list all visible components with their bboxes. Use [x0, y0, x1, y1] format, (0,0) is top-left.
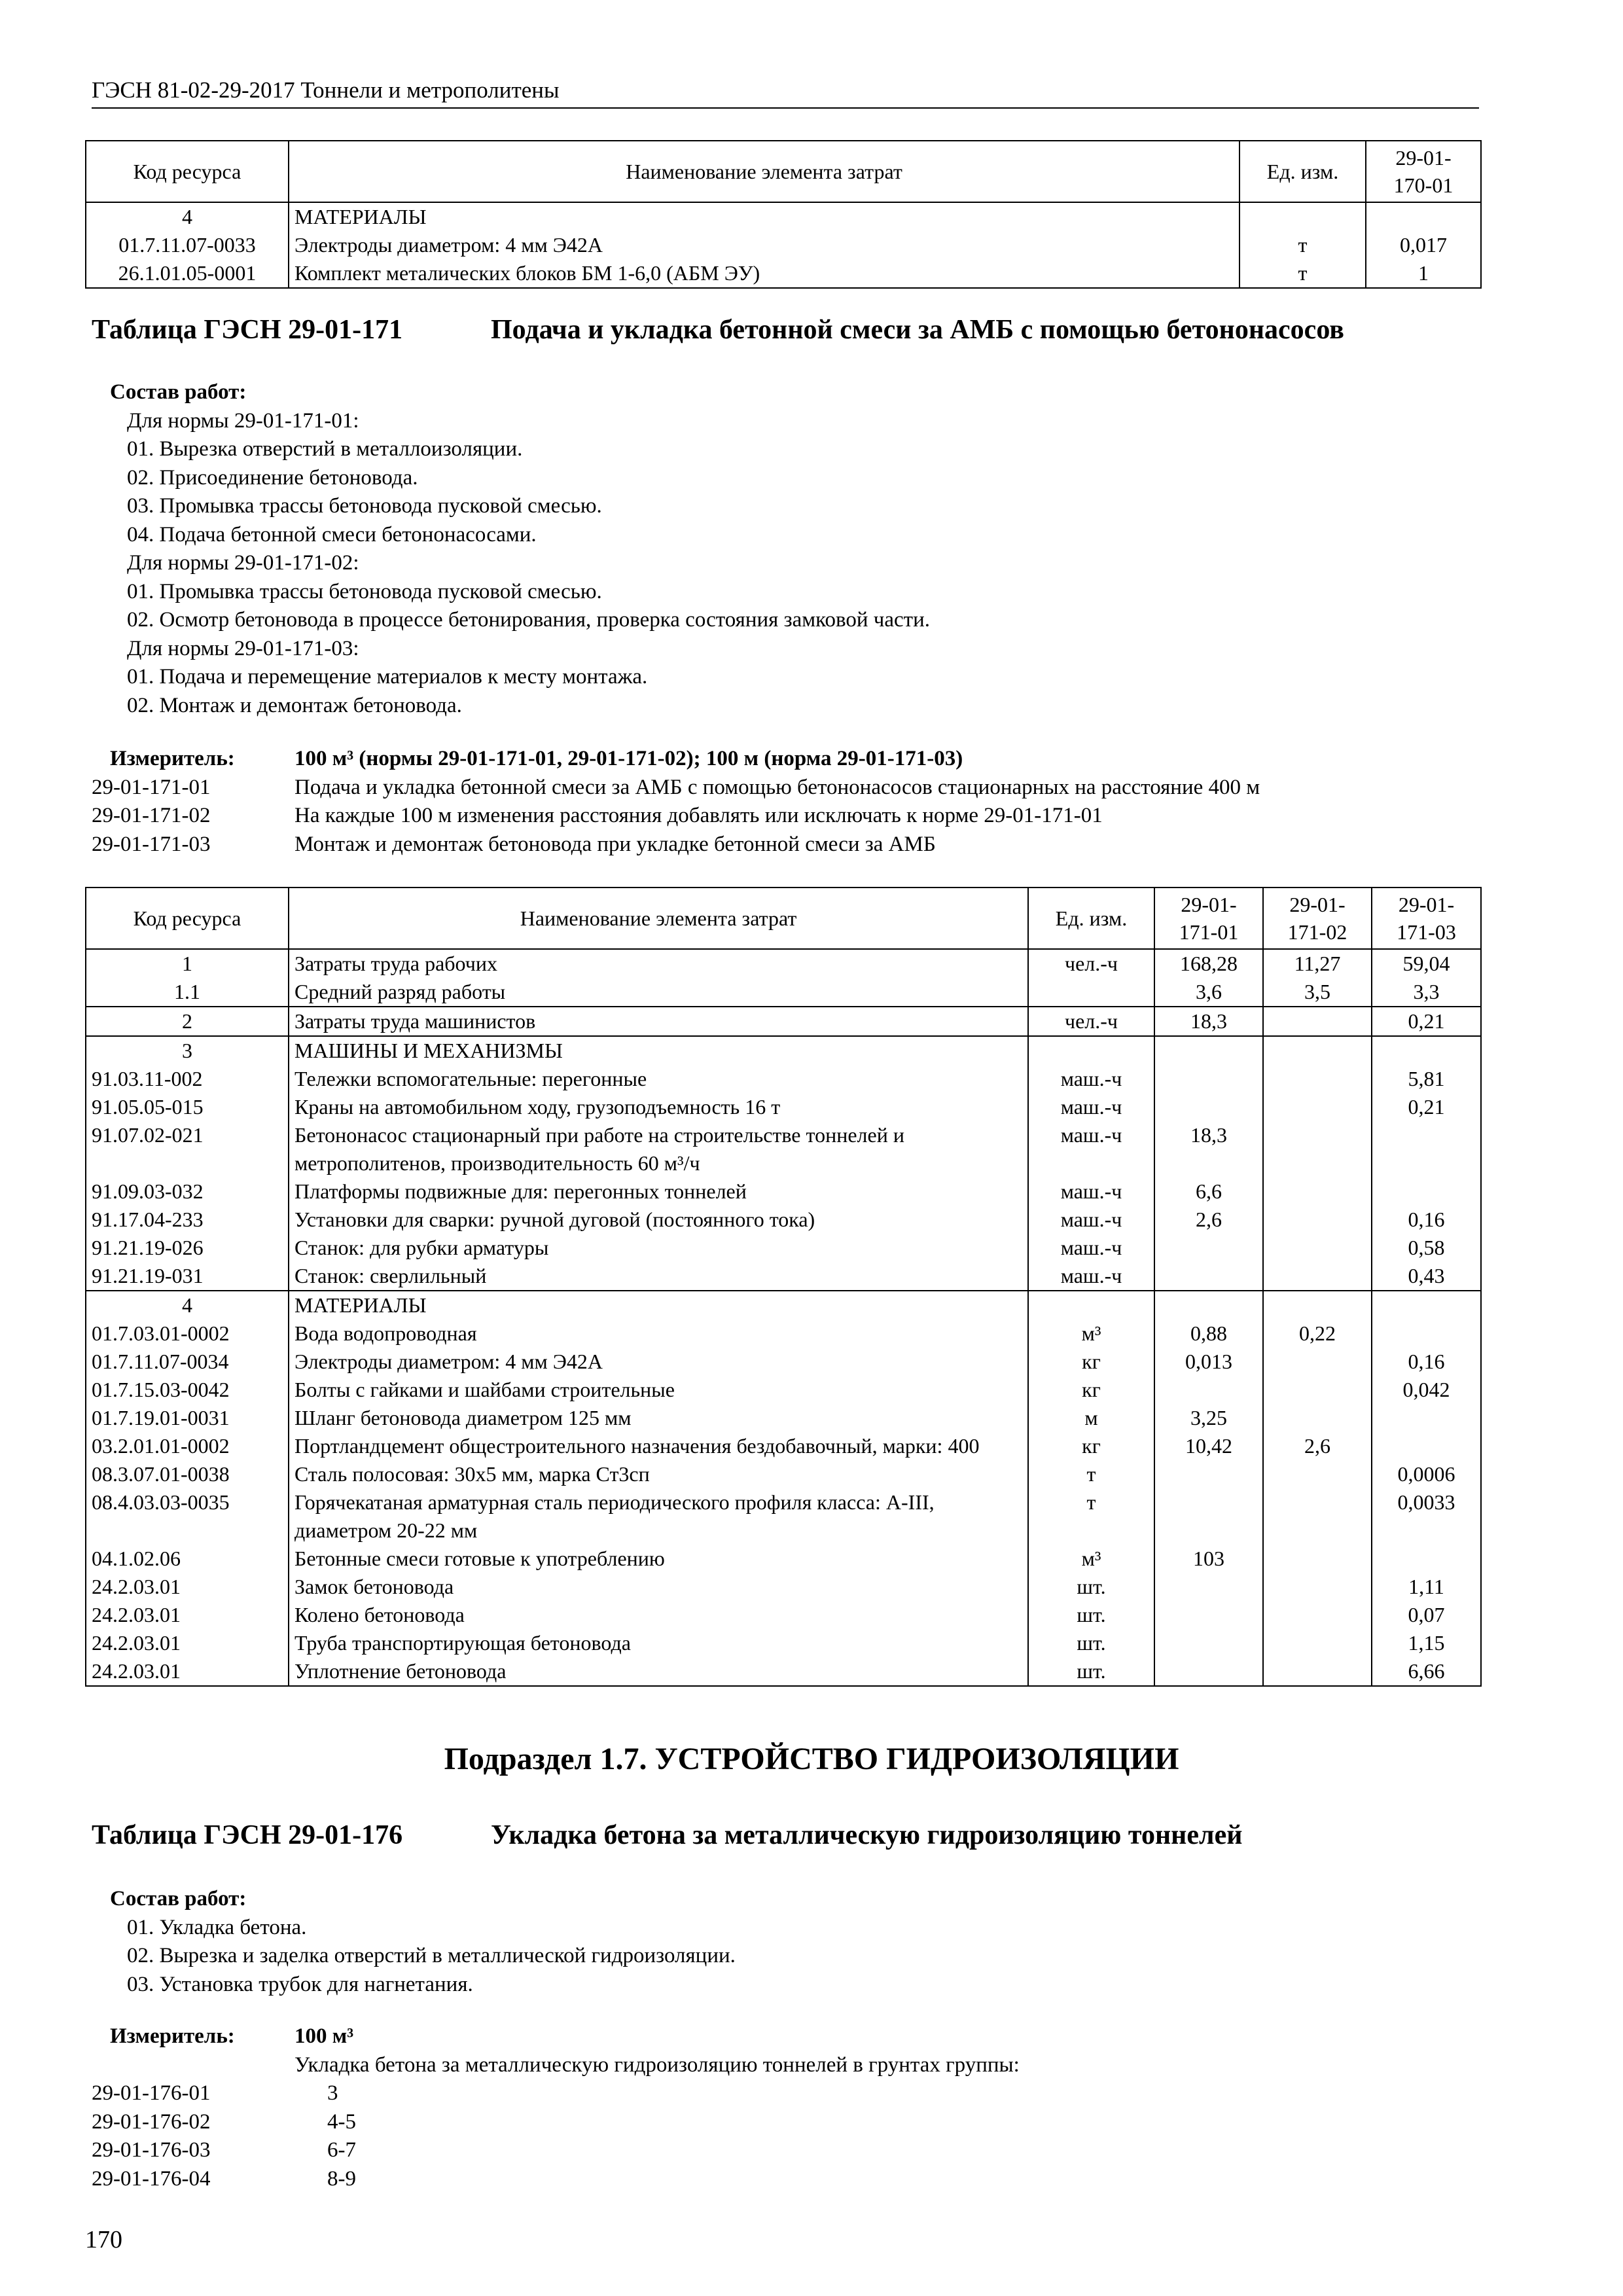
work-step: Для нормы 29-01-171-02: [127, 551, 359, 575]
table-row [86, 231, 1481, 259]
work-composition-171 [110, 378, 930, 720]
resource-name: Средний разряд работы [289, 978, 1028, 1007]
resource-unit: м³ [1028, 1319, 1154, 1348]
norm-value-01: 0,88 [1154, 1319, 1263, 1348]
resource-unit: м³ [1028, 1545, 1154, 1573]
resource-unit: маш.-ч [1028, 1093, 1154, 1121]
norm-value-02 [1263, 1177, 1372, 1206]
norm-value-02 [1263, 1545, 1372, 1573]
resource-name: Шланг бетоновода диаметром 125 мм [289, 1404, 1028, 1432]
norm-value-03: 0,042 [1372, 1376, 1481, 1404]
norm-description: Монтаж и демонтаж бетоновода при укладке бетонной смеси за АМБ [294, 832, 936, 856]
work-step: 01. Укладка бетона. [127, 1915, 307, 1939]
resource-name: Станок: сверлильный [289, 1262, 1028, 1291]
resource-name: Тележки вспомогательные: перегонные [289, 1065, 1028, 1093]
norm-value-01: 18,3 [1154, 1121, 1263, 1177]
resource-code: 26.1.01.05-0001 [86, 259, 289, 288]
norm-value-01 [1154, 1262, 1263, 1291]
table-row [86, 978, 1481, 1007]
table-row [86, 1432, 1481, 1460]
table-row [86, 1404, 1481, 1432]
table-row [86, 1206, 1481, 1234]
column-header: Наименование элемента затрат [289, 141, 1240, 202]
resource-unit: кг [1028, 1432, 1154, 1460]
norm-value-03 [1372, 1404, 1481, 1432]
column-header: 29-01- 170-01 [1366, 141, 1481, 202]
table-row [86, 1629, 1481, 1657]
norm-value-02 [1263, 1121, 1372, 1177]
norm-description: На каждые 100 м изменения расстояния добавлять или исключать к норме 29-01-171-01 [294, 804, 1103, 827]
resource-code: 24.2.03.01 [86, 1657, 289, 1686]
norm-code: 29-01-171-03 [92, 832, 211, 856]
norm-group-intro: Укладка бетона за металлическую гидроизоляцию тоннелей в грунтах группы: [294, 2053, 1020, 2077]
resource-unit: т [1240, 231, 1366, 259]
norm-value-02: 2,6 [1263, 1432, 1372, 1460]
table-171-name: Подача и укладка бетонной смеси за АМБ с помощью бетононасосов [491, 315, 1344, 345]
table-row [86, 1545, 1481, 1573]
meter-value: 100 м³ (нормы 29-01-171-01, 29-01-171-02); 100 м (норма 29-01-171-03) [294, 747, 963, 770]
norm-row [92, 774, 1486, 802]
table-row [86, 259, 1481, 288]
work-step: 01. Подача и перемещение материалов к месту монтажа. [127, 665, 648, 689]
meter-171 [92, 745, 1486, 859]
norm-value-02 [1263, 1460, 1372, 1488]
resource-unit: чел.-ч [1028, 949, 1154, 978]
resource-code: 01.7.15.03-0042 [86, 1376, 289, 1404]
resource-code: 01.7.19.01-0031 [86, 1404, 289, 1432]
norm-description: Подача и укладка бетонной смеси за АМБ с помощью бетононасосов стационарных на расстояние 400 м [294, 775, 1260, 799]
norm-value-01: 3,6 [1154, 978, 1263, 1007]
resource-unit: кг [1028, 1348, 1154, 1376]
norm-value-03 [1372, 1036, 1481, 1065]
norm-code: 29-01-171-02 [92, 804, 211, 827]
norm-description: 3 [327, 2081, 338, 2105]
resource-unit: маш.-ч [1028, 1121, 1154, 1177]
resource-code: 08.3.07.01-0038 [86, 1460, 289, 1488]
norm-value-01: 103 [1154, 1545, 1263, 1573]
norm-value-03: 0,16 [1372, 1348, 1481, 1376]
table-row [86, 1488, 1481, 1545]
resource-name: Установки для сварки: ручной дуговой (постоянного тока) [289, 1206, 1028, 1234]
resource-name: Затраты труда машинистов [289, 1007, 1028, 1036]
table-row [86, 1065, 1481, 1093]
work-composition-176 [110, 1885, 736, 1999]
norm-description: 4-5 [327, 2109, 356, 2134]
subsection-heading: Подраздел 1.7. УСТРОЙСТВО ГИДРОИЗОЛЯЦИИ [444, 1742, 1179, 1776]
norm-value-01 [1154, 1234, 1263, 1262]
norm-value-02 [1263, 1036, 1372, 1065]
table-row [86, 1262, 1481, 1291]
norm-value-03: 0,58 [1372, 1234, 1481, 1262]
resource-unit: м [1028, 1404, 1154, 1432]
resource-code: 01.7.11.07-0034 [86, 1348, 289, 1376]
work-step: Для нормы 29-01-171-03: [127, 636, 359, 660]
resource-unit: маш.-ч [1028, 1065, 1154, 1093]
resource-code: 4 [86, 202, 289, 231]
resource-unit: кг [1028, 1376, 1154, 1404]
resource-code: 24.2.03.01 [86, 1629, 289, 1657]
resource-name: Сталь полосовая: 30х5 мм, марка Ст3сп [289, 1460, 1028, 1488]
resource-name: МАТЕРИАЛЫ [289, 202, 1240, 231]
resource-unit: маш.-ч [1028, 1206, 1154, 1234]
resource-unit [1028, 1291, 1154, 1319]
norm-value-03: 5,81 [1372, 1065, 1481, 1093]
table-row [86, 1036, 1481, 1065]
norm-value-03 [1372, 1291, 1481, 1319]
norm-value-03: 59,04 [1372, 949, 1481, 978]
resource-unit: т [1028, 1460, 1154, 1488]
resource-code: 01.7.03.01-0002 [86, 1319, 289, 1348]
resource-name: Уплотнение бетоновода [289, 1657, 1028, 1686]
resource-name: Комплект металических блоков БМ 1-6,0 (АБМ ЭУ) [289, 259, 1240, 288]
resource-unit [1028, 1036, 1154, 1065]
table-176-name: Укладка бетона за металлическую гидроизоляцию тоннелей [491, 1820, 1243, 1850]
work-step: 01. Промывка трассы бетоновода пусковой смесью. [127, 579, 602, 603]
resource-code: 91.07.02-021 [86, 1121, 289, 1177]
column-header: 29-01- 171-01 [1154, 888, 1263, 949]
resource-unit: т [1240, 259, 1366, 288]
norm-code: 29-01-176-02 [92, 2109, 211, 2134]
table-row [86, 1291, 1481, 1319]
norm-row [92, 802, 1486, 831]
table-row [86, 1460, 1481, 1488]
norm-value-03: 1,11 [1372, 1573, 1481, 1601]
norm-value-01: 6,6 [1154, 1177, 1263, 1206]
norm-description: 8-9 [327, 2166, 356, 2191]
meter-label: Измеритель: [110, 747, 235, 770]
norm-value [1366, 202, 1481, 231]
norm-value-02: 11,27 [1263, 949, 1372, 978]
resource-name: Бетонные смеси готовые к употреблению [289, 1545, 1028, 1573]
resource-name: Электроды диаметром: 4 мм Э42А [289, 231, 1240, 259]
resource-name: Вода водопроводная [289, 1319, 1028, 1348]
meter-176 [92, 2022, 1486, 2193]
norm-row [92, 2165, 1486, 2194]
norm-value-02 [1263, 1234, 1372, 1262]
resource-code: 91.21.19-031 [86, 1262, 289, 1291]
resource-code: 91.05.05-015 [86, 1093, 289, 1121]
resource-code: 08.4.03.03-0035 [86, 1488, 289, 1545]
resource-unit: маш.-ч [1028, 1234, 1154, 1262]
running-head: ГЭСН 81-02-29-2017 Тоннели и метрополитены [92, 77, 1479, 109]
resource-table-171 [85, 887, 1482, 1687]
norm-value-02 [1263, 1206, 1372, 1234]
table-row [86, 1657, 1481, 1686]
norm-value-02 [1263, 1007, 1372, 1036]
work-step: 04. Подача бетонной смеси бетононасосами. [127, 522, 537, 547]
norm-value: 1 [1366, 259, 1481, 288]
norm-value-02 [1263, 1093, 1372, 1121]
norm-value-01 [1154, 1036, 1263, 1065]
norm-code: 29-01-176-01 [92, 2081, 211, 2105]
norm-value-02 [1263, 1573, 1372, 1601]
resource-name: МАТЕРИАЛЫ [289, 1291, 1028, 1319]
resource-name: Замок бетоновода [289, 1573, 1028, 1601]
norm-value-02 [1263, 1488, 1372, 1545]
resource-code: 03.2.01.01-0002 [86, 1432, 289, 1460]
norm-code: 29-01-176-03 [92, 2138, 211, 2162]
norm-value-02 [1263, 1404, 1372, 1432]
table-row [86, 1573, 1481, 1601]
norm-value-01 [1154, 1488, 1263, 1545]
norm-value-02 [1263, 1629, 1372, 1657]
resource-code: 1 [86, 949, 289, 978]
norm-value-03 [1372, 1432, 1481, 1460]
work-step: 03. Установка трубок для нагнетания. [127, 1972, 473, 1996]
table-171-number: Таблица ГЭСН 29-01-171 [92, 315, 403, 345]
resource-code: 91.17.04-233 [86, 1206, 289, 1234]
resource-unit: шт. [1028, 1601, 1154, 1629]
norm-value-01 [1154, 1291, 1263, 1319]
norm-row [92, 2136, 1486, 2165]
resource-table-170 [85, 140, 1482, 289]
norm-value-01: 0,013 [1154, 1348, 1263, 1376]
norm-value-01 [1154, 1601, 1263, 1629]
norm-value-02 [1263, 1376, 1372, 1404]
resource-code: 91.03.11-002 [86, 1065, 289, 1093]
resource-code: 4 [86, 1291, 289, 1319]
norm-value-02 [1263, 1065, 1372, 1093]
resource-name: Болты с гайками и шайбами строительные [289, 1376, 1028, 1404]
norm-value-03: 0,0006 [1372, 1460, 1481, 1488]
column-header: 29-01- 171-02 [1263, 888, 1372, 949]
norm-value-02 [1263, 1657, 1372, 1686]
norm-value-01 [1154, 1573, 1263, 1601]
table-row [86, 1177, 1481, 1206]
norm-value-03 [1372, 1545, 1481, 1573]
norm-value-02 [1263, 1348, 1372, 1376]
resource-unit: маш.-ч [1028, 1262, 1154, 1291]
norm-value-01: 168,28 [1154, 949, 1263, 978]
column-header: Код ресурса [86, 141, 289, 202]
column-header: Ед. изм. [1240, 141, 1366, 202]
resource-unit [1028, 978, 1154, 1007]
resource-name: Бетононасос стационарный при работе на строительстве тоннелей и метрополитенов, производительность 60 м³/ч [289, 1121, 1028, 1177]
resource-code: 24.2.03.01 [86, 1601, 289, 1629]
norm-value-02: 0,22 [1263, 1319, 1372, 1348]
resource-code: 24.2.03.01 [86, 1573, 289, 1601]
norm-description: 6-7 [327, 2138, 356, 2162]
norm-value-03: 0,21 [1372, 1007, 1481, 1036]
column-header: Наименование элемента затрат [289, 888, 1028, 949]
column-header: 29-01- 171-03 [1372, 888, 1481, 949]
norm-value-01 [1154, 1657, 1263, 1686]
norm-value: 0,017 [1366, 231, 1481, 259]
norm-value-03 [1372, 1177, 1481, 1206]
resource-unit [1240, 202, 1366, 231]
norm-value-01: 18,3 [1154, 1007, 1263, 1036]
norm-value-01: 2,6 [1154, 1206, 1263, 1234]
table-row [86, 1093, 1481, 1121]
resource-name: Колено бетоновода [289, 1601, 1028, 1629]
resource-name: Труба транспортирующая бетоновода [289, 1629, 1028, 1657]
norm-value-01: 3,25 [1154, 1404, 1263, 1432]
resource-code: 04.1.02.06 [86, 1545, 289, 1573]
resource-name: Затраты труда рабочих [289, 949, 1028, 978]
norm-row [92, 831, 1486, 859]
work-step: 02. Монтаж и демонтаж бетоновода. [127, 693, 462, 717]
table-row [86, 1234, 1481, 1262]
norm-value-02 [1263, 1601, 1372, 1629]
meter-value: 100 м³ [294, 2024, 354, 2048]
column-header: Код ресурса [86, 888, 289, 949]
resource-name: Портландцемент общестроительного назначения бездобавочный, марки: 400 [289, 1432, 1028, 1460]
work-step: 02. Присоединение бетоновода. [127, 465, 418, 490]
resource-unit: т [1028, 1488, 1154, 1545]
norm-value-03: 1,15 [1372, 1629, 1481, 1657]
norm-value-01 [1154, 1460, 1263, 1488]
resource-unit: шт. [1028, 1573, 1154, 1601]
table-row [86, 949, 1481, 978]
resource-code: 91.21.19-026 [86, 1234, 289, 1262]
norm-row [92, 2079, 1486, 2108]
resource-name: Краны на автомобильном ходу, грузоподъемность 16 т [289, 1093, 1028, 1121]
norm-value-03: 0,43 [1372, 1262, 1481, 1291]
resource-unit: чел.-ч [1028, 1007, 1154, 1036]
norm-value-03 [1372, 1319, 1481, 1348]
norm-value-01: 10,42 [1154, 1432, 1263, 1460]
norm-code: 29-01-171-01 [92, 775, 211, 799]
work-step: 02. Осмотр бетоновода в процессе бетонирования, проверка состояния замковой части. [127, 608, 930, 632]
norm-row [92, 2108, 1486, 2137]
work-step: 01. Вырезка отверстий в металлоизоляции. [127, 437, 523, 461]
table-row [86, 1376, 1481, 1404]
resource-code: 01.7.11.07-0033 [86, 231, 289, 259]
work-step: 02. Вырезка и заделка отверстий в металлической гидроизоляции. [127, 1944, 736, 1967]
norm-value-03: 0,07 [1372, 1601, 1481, 1629]
norm-value-01 [1154, 1629, 1263, 1657]
table-row [86, 1601, 1481, 1629]
norm-value-01 [1154, 1376, 1263, 1404]
resource-code: 3 [86, 1036, 289, 1065]
norm-value-01 [1154, 1093, 1263, 1121]
work-step: 03. Промывка трассы бетоновода пусковой смесью. [127, 494, 602, 518]
column-header: Ед. изм. [1028, 888, 1154, 949]
work-step: Для нормы 29-01-171-01: [127, 408, 359, 433]
norm-value-03: 0,0033 [1372, 1488, 1481, 1545]
resource-code: 1.1 [86, 978, 289, 1007]
table-row [86, 202, 1481, 231]
resource-unit: шт. [1028, 1657, 1154, 1686]
resource-name: Электроды диаметром: 4 мм Э42А [289, 1348, 1028, 1376]
resource-unit: шт. [1028, 1629, 1154, 1657]
resource-name: Станок: для рубки арматуры [289, 1234, 1028, 1262]
meter-label: Измеритель: [110, 2024, 235, 2048]
table-row [86, 1348, 1481, 1376]
norm-value-03: 0,21 [1372, 1093, 1481, 1121]
resource-name: Горячекатаная арматурная сталь периодического профиля класса: А-III, диаметром 20-22 мм [289, 1488, 1028, 1545]
table-171-title [92, 314, 1344, 346]
table-row [86, 1319, 1481, 1348]
resource-code: 2 [86, 1007, 289, 1036]
table-row [86, 1007, 1481, 1036]
resource-name: Платформы подвижные для: перегонных тоннелей [289, 1177, 1028, 1206]
norm-value-03: 3,3 [1372, 978, 1481, 1007]
norm-code: 29-01-176-04 [92, 2166, 211, 2191]
norm-value-02 [1263, 1291, 1372, 1319]
norm-value-03: 0,16 [1372, 1206, 1481, 1234]
norm-value-03 [1372, 1121, 1481, 1177]
work-composition-heading: Состав работ: [110, 380, 247, 404]
table-176-number: Таблица ГЭСН 29-01-176 [92, 1820, 403, 1850]
norm-value-02: 3,5 [1263, 978, 1372, 1007]
resource-name: МАШИНЫ И МЕХАНИЗМЫ [289, 1036, 1028, 1065]
norm-value-02 [1263, 1262, 1372, 1291]
page-number: 170 [85, 2226, 122, 2253]
work-composition-heading: Состав работ: [110, 1887, 247, 1910]
table-176-title [92, 1820, 1242, 1851]
resource-code: 91.09.03-032 [86, 1177, 289, 1206]
table-row [86, 1121, 1481, 1177]
resource-unit: маш.-ч [1028, 1177, 1154, 1206]
norm-value-01 [1154, 1065, 1263, 1093]
norm-value-03: 6,66 [1372, 1657, 1481, 1686]
